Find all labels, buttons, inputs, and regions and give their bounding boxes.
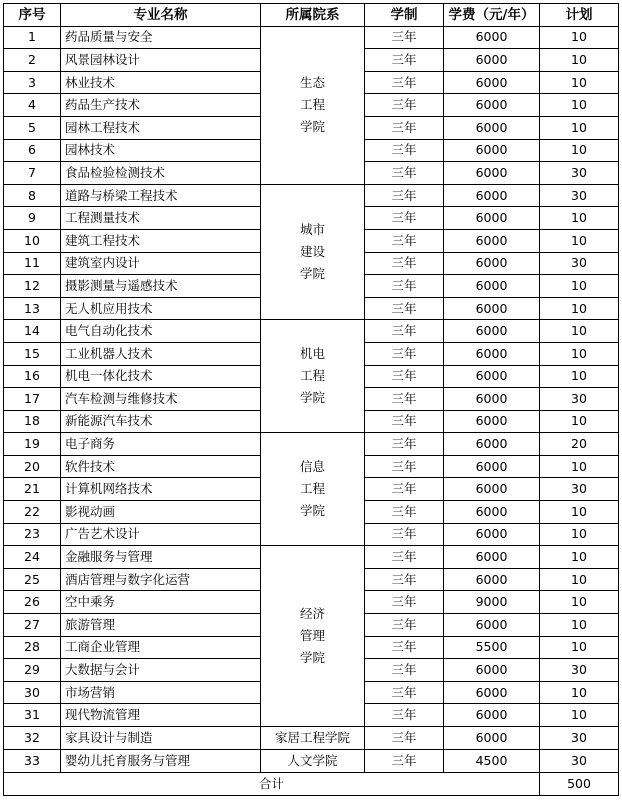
row-seq: 3 — [4, 71, 61, 94]
college-name-line: 管理 — [299, 628, 325, 644]
college-name-line: 学院 — [299, 119, 325, 135]
row-seq: 4 — [4, 94, 61, 117]
row-major-name: 旅游管理 — [61, 614, 261, 637]
row-tuition: 6000 — [444, 49, 540, 72]
row-tuition: 6000 — [444, 162, 540, 185]
total-row — [4, 773, 619, 796]
row-college — [261, 546, 365, 727]
row-major-name: 食品检验检测技术 — [61, 162, 261, 185]
college-name-line: 学院 — [299, 503, 325, 519]
row-plan: 10 — [540, 139, 619, 162]
row-major-name: 现代物流管理 — [61, 704, 261, 727]
row-plan: 10 — [540, 681, 619, 704]
table-row — [4, 727, 619, 750]
row-duration: 三年 — [365, 727, 444, 750]
row-duration: 三年 — [365, 591, 444, 614]
row-plan: 30 — [540, 727, 619, 750]
row-major-name: 工程测量技术 — [61, 207, 261, 230]
row-tuition: 6000 — [444, 342, 540, 365]
row-seq: 31 — [4, 704, 61, 727]
row-plan: 10 — [540, 342, 619, 365]
row-major-name: 林业技术 — [61, 71, 261, 94]
row-seq: 23 — [4, 523, 61, 546]
row-duration: 三年 — [365, 184, 444, 207]
row-duration: 三年 — [365, 94, 444, 117]
row-duration: 三年 — [365, 704, 444, 727]
row-college — [261, 320, 365, 433]
row-plan: 10 — [540, 71, 619, 94]
table-row — [4, 184, 619, 207]
row-seq: 24 — [4, 546, 61, 569]
row-tuition: 6000 — [444, 365, 540, 388]
row-plan: 10 — [540, 455, 619, 478]
row-plan: 10 — [540, 207, 619, 230]
row-seq: 9 — [4, 207, 61, 230]
row-seq: 21 — [4, 478, 61, 501]
row-major-name: 建筑室内设计 — [61, 252, 261, 275]
row-tuition: 6000 — [444, 546, 540, 569]
row-seq: 7 — [4, 162, 61, 185]
row-plan: 10 — [540, 49, 619, 72]
table-row — [4, 26, 619, 49]
row-college — [261, 433, 365, 546]
table-header — [4, 4, 619, 27]
college-name-line: 家居工程学院 — [274, 730, 350, 745]
table-row — [4, 546, 619, 569]
college-name-line: 机电 — [299, 346, 325, 362]
row-seq: 13 — [4, 297, 61, 320]
row-major-name: 计算机网络技术 — [61, 478, 261, 501]
row-plan: 30 — [540, 388, 619, 411]
row-duration: 三年 — [365, 116, 444, 139]
row-seq: 22 — [4, 501, 61, 524]
row-major-name: 电气自动化技术 — [61, 320, 261, 343]
row-tuition: 6000 — [444, 478, 540, 501]
row-duration: 三年 — [365, 478, 444, 501]
row-seq: 6 — [4, 139, 61, 162]
row-duration: 三年 — [365, 320, 444, 343]
row-seq: 28 — [4, 636, 61, 659]
row-tuition: 6000 — [444, 275, 540, 298]
college-name-line: 学院 — [299, 390, 325, 406]
row-tuition: 6000 — [444, 614, 540, 637]
row-major-name: 婴幼儿托育服务与管理 — [61, 750, 261, 773]
row-tuition: 6000 — [444, 433, 540, 456]
row-seq: 20 — [4, 455, 61, 478]
row-duration: 三年 — [365, 614, 444, 637]
table-footer — [4, 773, 619, 796]
row-seq: 5 — [4, 116, 61, 139]
row-plan: 30 — [540, 252, 619, 275]
row-major-name: 风景园林设计 — [61, 49, 261, 72]
row-duration: 三年 — [365, 297, 444, 320]
row-tuition: 6000 — [444, 704, 540, 727]
row-seq: 25 — [4, 568, 61, 591]
row-plan: 10 — [540, 116, 619, 139]
row-major-name: 工业机器人技术 — [61, 342, 261, 365]
row-major-name: 广告艺术设计 — [61, 523, 261, 546]
row-major-name: 无人机应用技术 — [61, 297, 261, 320]
college-name-line: 城市 — [299, 222, 325, 238]
college-name-line: 生态 — [299, 75, 325, 91]
row-duration: 三年 — [365, 568, 444, 591]
college-name-line: 人文学院 — [287, 753, 338, 768]
row-duration: 三年 — [365, 49, 444, 72]
row-tuition: 6000 — [444, 116, 540, 139]
row-plan: 10 — [540, 94, 619, 117]
row-duration: 三年 — [365, 636, 444, 659]
row-major-name: 园林技术 — [61, 139, 261, 162]
row-major-name: 机电一体化技术 — [61, 365, 261, 388]
row-tuition: 6000 — [444, 320, 540, 343]
row-college — [261, 26, 365, 184]
row-major-name: 新能源汽车技术 — [61, 410, 261, 433]
row-seq: 29 — [4, 659, 61, 682]
row-plan: 10 — [540, 704, 619, 727]
row-tuition: 5500 — [444, 636, 540, 659]
row-plan: 30 — [540, 659, 619, 682]
row-plan: 10 — [540, 546, 619, 569]
college-name-line: 学院 — [299, 650, 325, 666]
row-tuition: 6000 — [444, 501, 540, 524]
row-major-name: 市场营销 — [61, 681, 261, 704]
college-name-line: 建设 — [299, 244, 325, 260]
row-major-name: 电子商务 — [61, 433, 261, 456]
row-plan: 10 — [540, 26, 619, 49]
row-duration: 三年 — [365, 455, 444, 478]
college-name-line: 工程 — [299, 97, 325, 113]
row-plan: 10 — [540, 501, 619, 524]
header-tuition: 学费（元/年） — [444, 4, 540, 27]
header-major-name: 专业名称 — [61, 4, 261, 27]
row-duration: 三年 — [365, 229, 444, 252]
row-plan: 30 — [540, 478, 619, 501]
row-plan: 10 — [540, 320, 619, 343]
row-plan: 10 — [540, 275, 619, 298]
row-tuition: 6000 — [444, 681, 540, 704]
row-seq: 11 — [4, 252, 61, 275]
row-major-name: 园林工程技术 — [61, 116, 261, 139]
row-tuition: 6000 — [444, 455, 540, 478]
row-major-name: 摄影测量与遥感技术 — [61, 275, 261, 298]
row-tuition: 6000 — [444, 388, 540, 411]
row-plan: 10 — [540, 229, 619, 252]
row-duration: 三年 — [365, 162, 444, 185]
row-plan: 10 — [540, 523, 619, 546]
table-row — [4, 433, 619, 456]
row-major-name: 工商企业管理 — [61, 636, 261, 659]
row-tuition: 9000 — [444, 591, 540, 614]
row-major-name: 软件技术 — [61, 455, 261, 478]
row-plan: 10 — [540, 614, 619, 637]
row-tuition: 6000 — [444, 659, 540, 682]
row-tuition: 6000 — [444, 184, 540, 207]
row-duration: 三年 — [365, 252, 444, 275]
header-row — [4, 4, 619, 27]
row-seq: 10 — [4, 229, 61, 252]
row-tuition: 6000 — [444, 297, 540, 320]
row-major-name: 药品质量与安全 — [61, 26, 261, 49]
row-duration: 三年 — [365, 342, 444, 365]
row-duration: 三年 — [365, 207, 444, 230]
table-body — [4, 26, 619, 772]
college-name-line: 信息 — [299, 459, 325, 475]
row-major-name: 道路与桥梁工程技术 — [61, 184, 261, 207]
row-major-name: 汽车检测与维修技术 — [61, 388, 261, 411]
row-duration: 三年 — [365, 139, 444, 162]
row-tuition: 6000 — [444, 71, 540, 94]
row-tuition: 6000 — [444, 252, 540, 275]
row-college — [261, 750, 365, 773]
row-plan: 10 — [540, 410, 619, 433]
row-seq: 12 — [4, 275, 61, 298]
row-tuition: 6000 — [444, 139, 540, 162]
total-plan: 500 — [540, 773, 619, 796]
row-seq: 14 — [4, 320, 61, 343]
row-plan: 10 — [540, 636, 619, 659]
row-major-name: 大数据与会计 — [61, 659, 261, 682]
table-row — [4, 750, 619, 773]
row-seq: 27 — [4, 614, 61, 637]
row-tuition: 6000 — [444, 727, 540, 750]
header-college: 所属院系 — [261, 4, 365, 27]
row-plan: 30 — [540, 750, 619, 773]
row-major-name: 金融服务与管理 — [61, 546, 261, 569]
row-tuition: 6000 — [444, 568, 540, 591]
row-plan: 30 — [540, 184, 619, 207]
row-duration: 三年 — [365, 433, 444, 456]
college-name-line: 工程 — [299, 368, 325, 384]
college-name-line: 工程 — [299, 481, 325, 497]
row-major-name: 建筑工程技术 — [61, 229, 261, 252]
row-college — [261, 184, 365, 320]
row-plan: 10 — [540, 365, 619, 388]
row-duration: 三年 — [365, 750, 444, 773]
row-seq: 15 — [4, 342, 61, 365]
row-seq: 16 — [4, 365, 61, 388]
row-plan: 30 — [540, 162, 619, 185]
row-duration: 三年 — [365, 275, 444, 298]
row-seq: 8 — [4, 184, 61, 207]
row-tuition: 4500 — [444, 750, 540, 773]
row-duration: 三年 — [365, 523, 444, 546]
row-tuition: 6000 — [444, 410, 540, 433]
header-seq: 序号 — [4, 4, 61, 27]
row-plan: 10 — [540, 297, 619, 320]
row-duration: 三年 — [365, 26, 444, 49]
row-seq: 33 — [4, 750, 61, 773]
row-plan: 10 — [540, 568, 619, 591]
row-duration: 三年 — [365, 410, 444, 433]
row-seq: 17 — [4, 388, 61, 411]
college-name-line: 学院 — [299, 266, 325, 282]
row-major-name: 影视动画 — [61, 501, 261, 524]
table-row — [4, 320, 619, 343]
row-duration: 三年 — [365, 388, 444, 411]
row-seq: 26 — [4, 591, 61, 614]
row-duration: 三年 — [365, 71, 444, 94]
admission-plan-table-container — [3, 3, 619, 796]
row-plan: 10 — [540, 591, 619, 614]
row-college — [261, 727, 365, 750]
row-duration: 三年 — [365, 501, 444, 524]
row-duration: 三年 — [365, 546, 444, 569]
row-seq: 2 — [4, 49, 61, 72]
row-duration: 三年 — [365, 365, 444, 388]
college-name-line: 经济 — [299, 606, 325, 622]
admission-plan-table — [3, 3, 619, 796]
row-duration: 三年 — [365, 681, 444, 704]
row-major-name: 酒店管理与数字化运营 — [61, 568, 261, 591]
row-duration: 三年 — [365, 659, 444, 682]
row-major-name: 家具设计与制造 — [61, 727, 261, 750]
row-seq: 30 — [4, 681, 61, 704]
row-plan: 20 — [540, 433, 619, 456]
row-tuition: 6000 — [444, 229, 540, 252]
row-tuition: 6000 — [444, 523, 540, 546]
row-seq: 18 — [4, 410, 61, 433]
row-tuition: 6000 — [444, 94, 540, 117]
row-tuition: 6000 — [444, 26, 540, 49]
row-seq: 32 — [4, 727, 61, 750]
header-duration: 学制 — [365, 4, 444, 27]
row-seq: 19 — [4, 433, 61, 456]
row-major-name: 空中乘务 — [61, 591, 261, 614]
header-plan: 计划 — [540, 4, 619, 27]
row-tuition: 6000 — [444, 207, 540, 230]
total-label: 合计 — [4, 773, 540, 796]
row-major-name: 药品生产技术 — [61, 94, 261, 117]
row-seq: 1 — [4, 26, 61, 49]
